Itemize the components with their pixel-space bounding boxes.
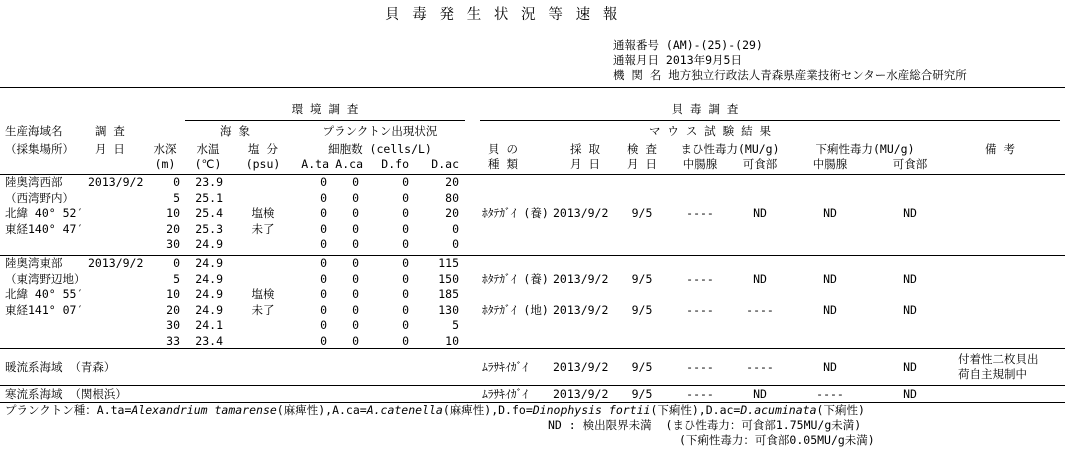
- report-date: 通報月日 2013年9月5日: [613, 53, 742, 67]
- plankton-dfo-value: 0: [402, 333, 409, 348]
- area-name-line: （西湾野内）: [5, 190, 74, 205]
- plankton-dfo-value: 0: [402, 287, 409, 301]
- env-group-line: [185, 120, 465, 121]
- inspection-subheader: 月 日: [627, 157, 657, 171]
- plankton-dac-value: 10: [445, 333, 459, 348]
- section-divider-2: [0, 348, 1065, 349]
- depth-value: 10: [166, 206, 180, 220]
- plankton-aca-value: 0: [352, 190, 359, 205]
- area-name-line: 北緯 40° 52′: [5, 206, 84, 220]
- plankton-dfo-value: 0: [402, 302, 409, 317]
- temp-unit: (℃): [194, 157, 222, 171]
- cold-species: ﾑﾗｻｷｲｶﾞｲ: [482, 387, 528, 401]
- collection-date: 2013/9/2: [553, 206, 609, 220]
- inspection-header: 検 査: [627, 142, 657, 156]
- plankton-col-ata: A.ta: [301, 157, 329, 171]
- plankton-dac-value: 150: [438, 271, 459, 286]
- warm-psp-edible: ----: [746, 360, 774, 374]
- temp-value: 25.3: [195, 221, 223, 236]
- plankton-ata-value: 0: [320, 221, 327, 236]
- dsp-gland-value: ND: [823, 271, 837, 286]
- plankton-aca-value: 0: [352, 256, 359, 270]
- warm-psp-gland: ----: [686, 360, 714, 374]
- plankton-dfo-value: 0: [402, 221, 409, 236]
- warm-species: ﾑﾗｻｷｲｶﾞｲ: [482, 360, 528, 374]
- shellfish-species: ﾎﾀﾃｶﾞｲ (地): [482, 302, 549, 317]
- env-survey-header: 環 境 調 査: [291, 102, 359, 116]
- inspection-date: 9/5: [631, 271, 653, 286]
- plankton-aca-value: 0: [352, 333, 359, 348]
- collection-date: 2013/9/2: [553, 302, 609, 317]
- plankton-ata-value: 0: [320, 256, 327, 270]
- plankton-dac-value: 0: [452, 221, 459, 236]
- warm-dsp-edible: ND: [903, 360, 917, 374]
- plankton-dac-value: 185: [438, 287, 459, 301]
- cold-area-name: 寒流系海域 （関根浜）: [5, 387, 127, 401]
- cold-psp-gland: ----: [686, 387, 714, 401]
- plankton-ata-value: 0: [320, 302, 327, 317]
- section-divider-3: [0, 385, 1065, 386]
- area-name-line: 陸奥湾東部: [5, 256, 63, 270]
- area-name-line: 陸奥湾西部: [5, 175, 63, 189]
- survey-date: 2013/9/2: [88, 175, 144, 189]
- species-subheader: 種 類: [488, 157, 518, 171]
- survey-date: 2013/9/2: [88, 256, 144, 270]
- depth-header: 水深: [153, 142, 177, 156]
- plankton-col-dfo: D.fo: [381, 157, 409, 171]
- salinity-value: 塩検: [251, 206, 275, 220]
- temp-value: 24.9: [195, 256, 223, 270]
- collection-header: 採 取: [570, 142, 600, 156]
- shellfish-survey-header: 貝 毒 調 査: [671, 102, 739, 116]
- mouse-test-header: マ ウ ス 試 験 結 果: [648, 124, 772, 138]
- area-name-line: 北緯 40° 55′: [5, 287, 84, 301]
- shellfish-species: ﾎﾀﾃｶﾞｲ (養): [482, 271, 549, 286]
- warm-inspection-date: 9/5: [631, 360, 653, 374]
- date-header: 調 査: [95, 124, 125, 138]
- psp-header: まひ性毒力(MU/g): [680, 142, 780, 156]
- shellfish-species: ﾎﾀﾃｶﾞｲ (養): [482, 206, 549, 220]
- plankton-aca-value: 0: [352, 221, 359, 236]
- psp-gland-value: ----: [686, 206, 714, 220]
- collection-date: 2013/9/2: [553, 271, 609, 286]
- warm-collection-date: 2013/9/2: [553, 360, 609, 374]
- plankton-aca-value: 0: [352, 175, 359, 189]
- plankton-aca-value: 0: [352, 318, 359, 332]
- temp-value: 23.9: [195, 175, 223, 189]
- psp-gland-value: ----: [686, 302, 714, 317]
- cold-dsp-gland: ----: [816, 387, 844, 401]
- plankton-ata-value: 0: [320, 190, 327, 205]
- depth-value: 5: [173, 271, 180, 286]
- salinity-value: 塩検: [251, 287, 275, 301]
- dsp-edible-header: 可食部: [892, 157, 928, 171]
- depth-value: 0: [173, 256, 180, 270]
- area-name-line: 東経141° 07′: [5, 302, 84, 317]
- plankton-ata-value: 0: [320, 287, 327, 301]
- plankton-dac-value: 5: [452, 318, 459, 332]
- plankton-ata-value: 0: [320, 175, 327, 189]
- plankton-dac-value: 130: [438, 302, 459, 317]
- inspection-date: 9/5: [631, 302, 653, 317]
- plankton-ata-value: 0: [320, 318, 327, 332]
- depth-value: 10: [166, 287, 180, 301]
- area-header: 生産海域名: [5, 124, 63, 138]
- dsp-gland-header: 中腸腺: [812, 157, 848, 171]
- plankton-dfo-value: 0: [402, 318, 409, 332]
- dsp-edible-value: ND: [903, 302, 917, 317]
- dsp-gland-value: ND: [823, 206, 837, 220]
- report-number: 通報番号 (AM)-(25)-(29): [613, 38, 763, 52]
- section-divider-1: [0, 255, 1065, 256]
- plankton-dac-value: 115: [438, 256, 459, 270]
- date-subheader: 月 日: [95, 142, 125, 156]
- cold-inspection-date: 9/5: [631, 387, 653, 401]
- plankton-ata-value: 0: [320, 237, 327, 251]
- plankton-aca-value: 0: [352, 271, 359, 286]
- salinity-unit: (psu): [245, 157, 281, 171]
- dsp-edible-value: ND: [903, 206, 917, 220]
- plankton-header: プランクトン出現状況: [322, 124, 438, 138]
- psp-edible-value: ND: [753, 206, 767, 220]
- salinity-value: 未了: [251, 302, 275, 317]
- warm-area-name: 暖流系海域 （青森）: [5, 360, 116, 374]
- dsp-header: 下痢性毒力(MU/g): [815, 142, 915, 156]
- cold-dsp-edible: ND: [903, 387, 917, 401]
- cold-collection-date: 2013/9/2: [553, 387, 609, 401]
- area-name-line: （東湾野辺地）: [5, 271, 86, 286]
- temp-value: 24.9: [195, 271, 223, 286]
- psp-edible-value: ----: [746, 302, 774, 317]
- plankton-aca-value: 0: [352, 237, 359, 251]
- depth-value: 0: [173, 175, 180, 189]
- plankton-ata-value: 0: [320, 206, 327, 220]
- depth-value: 33: [166, 333, 180, 348]
- warm-dsp-gland: ND: [823, 360, 837, 374]
- plankton-dfo-value: 0: [402, 256, 409, 270]
- plankton-dac-value: 20: [445, 175, 459, 189]
- dsp-edible-value: ND: [903, 271, 917, 286]
- remarks-header: 備 考: [985, 142, 1015, 156]
- plankton-col-dac: D.ac: [431, 157, 459, 171]
- depth-value: 30: [166, 318, 180, 332]
- page-title: 貝 毒 発 生 状 況 等 速 報: [385, 7, 620, 23]
- temp-value: 25.1: [195, 190, 223, 205]
- shell-group-line: [480, 120, 1060, 121]
- psp-edible-header: 可食部: [742, 157, 778, 171]
- depth-unit: (m): [154, 157, 176, 171]
- psp-gland-value: ----: [686, 271, 714, 286]
- plankton-species-note: プランクトン種：A.ta=Alexandrium tamarense(麻痺性),A.ca=A.catenella(麻痺性),D.fo=Dinophysis fortii(下痢性),D.ac=D.acuminata(下痢性): [5, 403, 865, 417]
- header-bottom-line: [0, 174, 1065, 175]
- plankton-ata-value: 0: [320, 333, 327, 348]
- plankton-dac-value: 20: [445, 206, 459, 220]
- sea-condition-header: 海 象: [220, 124, 250, 138]
- temp-value: 25.4: [195, 206, 223, 220]
- psp-gland-header: 中腸腺: [682, 157, 718, 171]
- cell-count-header: 細胞数 (cells/L): [328, 142, 432, 156]
- plankton-dfo-value: 0: [402, 271, 409, 286]
- dsp-gland-value: ND: [823, 302, 837, 317]
- salinity-value: 未了: [251, 221, 275, 236]
- area-name-line: 東経140° 47′: [5, 221, 84, 236]
- temp-header: 水温: [196, 142, 220, 156]
- inspection-date: 9/5: [631, 206, 653, 220]
- temp-value: 24.1: [195, 318, 223, 332]
- temp-value: 24.9: [195, 237, 223, 251]
- area-subheader: （採集場所）: [5, 142, 74, 156]
- depth-value: 5: [173, 190, 180, 205]
- warm-remarks-line-2: 荷自主規制中: [958, 367, 1027, 381]
- plankton-dac-value: 80: [445, 190, 459, 205]
- plankton-dfo-value: 0: [402, 175, 409, 189]
- plankton-dfo-value: 0: [402, 206, 409, 220]
- dsp-limit-note: (下痢性毒力：可食部0.05MU/g未満): [679, 433, 875, 447]
- plankton-dfo-value: 0: [402, 190, 409, 205]
- temp-value: 23.4: [195, 333, 223, 348]
- plankton-aca-value: 0: [352, 302, 359, 317]
- plankton-dfo-value: 0: [402, 237, 409, 251]
- plankton-aca-value: 0: [352, 206, 359, 220]
- report-org: 機 関 名 地方独立行政法人青森県産業技術センター水産総合研究所: [613, 68, 967, 82]
- depth-value: 20: [166, 302, 180, 317]
- temp-value: 24.9: [195, 287, 223, 301]
- table-top-line: [0, 87, 1065, 88]
- salinity-header: 塩 分: [248, 142, 278, 156]
- nd-note: ND : 検出限界未満 (まひ性毒力：可食部1.75MU/g未満): [548, 418, 862, 432]
- cold-psp-edible: ND: [753, 387, 767, 401]
- plankton-ata-value: 0: [320, 271, 327, 286]
- temp-value: 24.9: [195, 302, 223, 317]
- psp-edible-value: ND: [753, 271, 767, 286]
- collection-subheader: 月 日: [570, 157, 600, 171]
- warm-remarks-line-1: 付着性二枚貝出: [958, 352, 1039, 366]
- plankton-dac-value: 0: [452, 237, 459, 251]
- plankton-aca-value: 0: [352, 287, 359, 301]
- depth-value: 20: [166, 221, 180, 236]
- species-header: 貝 の: [488, 142, 518, 156]
- plankton-col-aca: A.ca: [335, 157, 363, 171]
- depth-value: 30: [166, 237, 180, 251]
